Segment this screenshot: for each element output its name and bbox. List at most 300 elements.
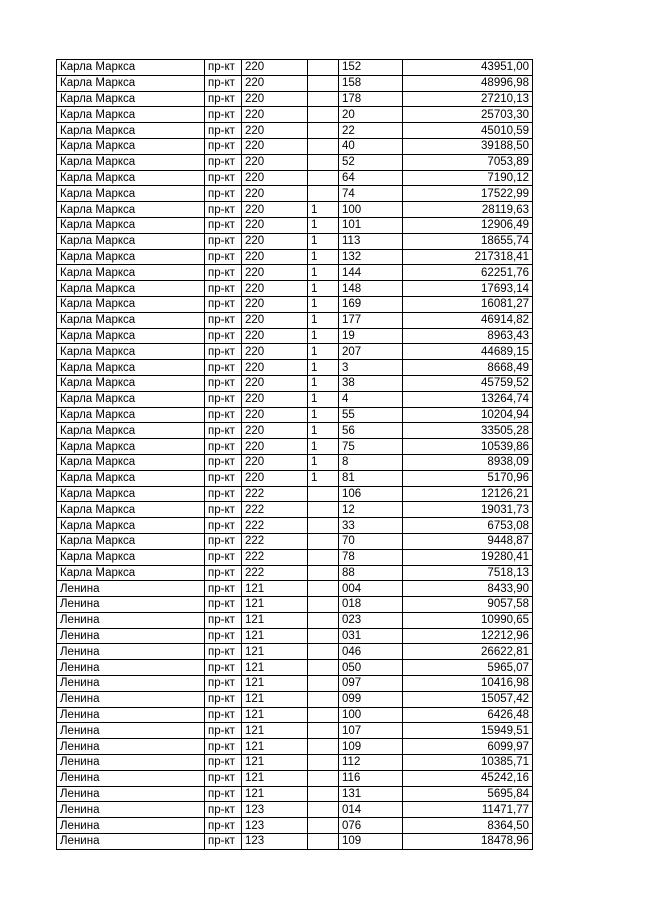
house-cell: 220 <box>242 470 308 486</box>
table-row <box>57 739 533 755</box>
table-row <box>57 407 533 423</box>
apartment-cell: 100 <box>339 202 403 218</box>
apartment-cell: 75 <box>339 439 403 455</box>
street-cell: Ленина <box>57 786 205 802</box>
table-row <box>57 75 533 91</box>
table-row <box>57 470 533 486</box>
house-cell: 121 <box>242 612 308 628</box>
amount-cell: 28119,63 <box>403 202 533 218</box>
street-type-cell: пр-кт <box>205 75 242 91</box>
amount-cell: 7053,89 <box>403 154 533 170</box>
street-type-cell: пр-кт <box>205 597 242 613</box>
house-cell: 220 <box>242 312 308 328</box>
amount-cell: 8938,09 <box>403 454 533 470</box>
table-row <box>57 454 533 470</box>
amount-cell: 5170,96 <box>403 470 533 486</box>
street-cell: Карла Маркса <box>57 486 205 502</box>
table-row <box>57 834 533 850</box>
amount-cell: 19280,41 <box>403 549 533 565</box>
street-type-cell: пр-кт <box>205 818 242 834</box>
street-type-cell: пр-кт <box>205 138 242 154</box>
apartment-cell: 014 <box>339 802 403 818</box>
table-row <box>57 154 533 170</box>
house-cell: 220 <box>242 233 308 249</box>
house-cell: 222 <box>242 502 308 518</box>
house-cell: 121 <box>242 644 308 660</box>
street-type-cell: пр-кт <box>205 439 242 455</box>
street-cell: Ленина <box>57 802 205 818</box>
house-cell: 222 <box>242 533 308 549</box>
house-cell: 220 <box>242 265 308 281</box>
house-cell: 220 <box>242 75 308 91</box>
table-row <box>57 628 533 644</box>
street-cell: Карла Маркса <box>57 217 205 233</box>
apartment-cell: 106 <box>339 486 403 502</box>
house-cell: 220 <box>242 391 308 407</box>
corpus-cell <box>308 755 339 771</box>
apartment-cell: 109 <box>339 739 403 755</box>
apartment-cell: 004 <box>339 581 403 597</box>
street-cell: Карла Маркса <box>57 170 205 186</box>
house-cell: 220 <box>242 91 308 107</box>
table-row <box>57 786 533 802</box>
amount-cell: 6753,08 <box>403 518 533 534</box>
table-row <box>57 344 533 360</box>
apartment-cell: 132 <box>339 249 403 265</box>
street-type-cell: пр-кт <box>205 154 242 170</box>
table-row <box>57 723 533 739</box>
corpus-cell: 1 <box>308 217 339 233</box>
apartment-cell: 099 <box>339 691 403 707</box>
corpus-cell: 1 <box>308 202 339 218</box>
apartment-cell: 152 <box>339 60 403 76</box>
street-type-cell: пр-кт <box>205 533 242 549</box>
amount-cell: 18655,74 <box>403 233 533 249</box>
amount-cell: 8963,43 <box>403 328 533 344</box>
house-cell: 220 <box>242 344 308 360</box>
street-cell: Карла Маркса <box>57 138 205 154</box>
house-cell: 220 <box>242 123 308 139</box>
apartment-cell: 046 <box>339 644 403 660</box>
corpus-cell: 1 <box>308 360 339 376</box>
house-cell: 220 <box>242 170 308 186</box>
house-cell: 123 <box>242 802 308 818</box>
street-type-cell: пр-кт <box>205 502 242 518</box>
house-cell: 121 <box>242 676 308 692</box>
street-type-cell: пр-кт <box>205 486 242 502</box>
amount-cell: 45759,52 <box>403 375 533 391</box>
table-row <box>57 138 533 154</box>
corpus-cell <box>308 597 339 613</box>
table-row <box>57 802 533 818</box>
corpus-cell: 1 <box>308 249 339 265</box>
amount-cell: 217318,41 <box>403 249 533 265</box>
amount-cell: 25703,30 <box>403 107 533 123</box>
corpus-cell: 1 <box>308 312 339 328</box>
table-row <box>57 755 533 771</box>
table-row <box>57 91 533 107</box>
street-type-cell: пр-кт <box>205 676 242 692</box>
corpus-cell: 1 <box>308 265 339 281</box>
street-type-cell: пр-кт <box>205 265 242 281</box>
street-cell: Ленина <box>57 834 205 850</box>
street-type-cell: пр-кт <box>205 581 242 597</box>
corpus-cell <box>308 75 339 91</box>
street-type-cell: пр-кт <box>205 549 242 565</box>
amount-cell: 45242,16 <box>403 770 533 786</box>
street-type-cell: пр-кт <box>205 60 242 76</box>
house-cell: 121 <box>242 581 308 597</box>
corpus-cell <box>308 107 339 123</box>
house-cell: 123 <box>242 818 308 834</box>
amount-cell: 11471,77 <box>403 802 533 818</box>
house-cell: 220 <box>242 407 308 423</box>
amount-cell: 15949,51 <box>403 723 533 739</box>
street-cell: Карла Маркса <box>57 518 205 534</box>
street-type-cell: пр-кт <box>205 707 242 723</box>
street-cell: Карла Маркса <box>57 281 205 297</box>
corpus-cell <box>308 170 339 186</box>
street-cell: Карла Маркса <box>57 454 205 470</box>
amount-cell: 15057,42 <box>403 691 533 707</box>
apartment-cell: 88 <box>339 565 403 581</box>
street-cell: Карла Маркса <box>57 60 205 76</box>
amount-cell: 12212,96 <box>403 628 533 644</box>
amount-cell: 8668,49 <box>403 360 533 376</box>
table-row <box>57 123 533 139</box>
street-cell: Карла Маркса <box>57 470 205 486</box>
street-type-cell: пр-кт <box>205 202 242 218</box>
amount-cell: 7518,13 <box>403 565 533 581</box>
apartment-cell: 20 <box>339 107 403 123</box>
corpus-cell <box>308 186 339 202</box>
apartment-cell: 131 <box>339 786 403 802</box>
street-type-cell: пр-кт <box>205 723 242 739</box>
amount-cell: 10204,94 <box>403 407 533 423</box>
street-cell: Ленина <box>57 755 205 771</box>
corpus-cell <box>308 707 339 723</box>
street-cell: Карла Маркса <box>57 407 205 423</box>
corpus-cell <box>308 549 339 565</box>
street-type-cell: пр-кт <box>205 691 242 707</box>
table-row <box>57 518 533 534</box>
apartment-cell: 3 <box>339 360 403 376</box>
table-row <box>57 360 533 376</box>
street-type-cell: пр-кт <box>205 217 242 233</box>
street-type-cell: пр-кт <box>205 628 242 644</box>
street-type-cell: пр-кт <box>205 91 242 107</box>
corpus-cell <box>308 581 339 597</box>
house-cell: 220 <box>242 249 308 265</box>
corpus-cell <box>308 802 339 818</box>
amount-cell: 19031,73 <box>403 502 533 518</box>
amount-cell: 27210,13 <box>403 91 533 107</box>
apartment-cell: 178 <box>339 91 403 107</box>
house-cell: 220 <box>242 154 308 170</box>
street-cell: Карла Маркса <box>57 565 205 581</box>
street-cell: Ленина <box>57 707 205 723</box>
apartment-cell: 207 <box>339 344 403 360</box>
amount-cell: 8364,50 <box>403 818 533 834</box>
table-row <box>57 691 533 707</box>
amount-cell: 13264,74 <box>403 391 533 407</box>
corpus-cell <box>308 723 339 739</box>
amount-cell: 16081,27 <box>403 296 533 312</box>
house-cell: 121 <box>242 660 308 676</box>
house-cell: 220 <box>242 60 308 76</box>
street-cell: Карла Маркса <box>57 533 205 549</box>
street-type-cell: пр-кт <box>205 249 242 265</box>
street-cell: Карла Маркса <box>57 360 205 376</box>
apartment-cell: 70 <box>339 533 403 549</box>
debt-table-body <box>57 60 533 850</box>
apartment-cell: 22 <box>339 123 403 139</box>
street-type-cell: пр-кт <box>205 360 242 376</box>
house-cell: 121 <box>242 739 308 755</box>
amount-cell: 10385,71 <box>403 755 533 771</box>
house-cell: 222 <box>242 565 308 581</box>
street-cell: Ленина <box>57 597 205 613</box>
street-cell: Ленина <box>57 770 205 786</box>
house-cell: 220 <box>242 423 308 439</box>
corpus-cell: 1 <box>308 344 339 360</box>
table-row <box>57 281 533 297</box>
table-row <box>57 533 533 549</box>
amount-cell: 39188,50 <box>403 138 533 154</box>
apartment-cell: 116 <box>339 770 403 786</box>
street-cell: Карла Маркса <box>57 375 205 391</box>
street-type-cell: пр-кт <box>205 233 242 249</box>
table-row <box>57 486 533 502</box>
apartment-cell: 076 <box>339 818 403 834</box>
street-type-cell: пр-кт <box>205 770 242 786</box>
apartment-cell: 56 <box>339 423 403 439</box>
apartment-cell: 148 <box>339 281 403 297</box>
street-cell: Ленина <box>57 612 205 628</box>
corpus-cell <box>308 676 339 692</box>
house-cell: 222 <box>242 486 308 502</box>
corpus-cell <box>308 628 339 644</box>
street-type-cell: пр-кт <box>205 739 242 755</box>
street-cell: Карла Маркса <box>57 249 205 265</box>
street-type-cell: пр-кт <box>205 518 242 534</box>
table-row <box>57 770 533 786</box>
street-cell: Ленина <box>57 723 205 739</box>
amount-cell: 26622,81 <box>403 644 533 660</box>
street-type-cell: пр-кт <box>205 644 242 660</box>
street-cell: Карла Маркса <box>57 233 205 249</box>
apartment-cell: 023 <box>339 612 403 628</box>
house-cell: 220 <box>242 360 308 376</box>
corpus-cell <box>308 533 339 549</box>
corpus-cell <box>308 786 339 802</box>
apartment-cell: 018 <box>339 597 403 613</box>
table-row <box>57 186 533 202</box>
table-row <box>57 423 533 439</box>
street-cell: Ленина <box>57 818 205 834</box>
table-row <box>57 660 533 676</box>
corpus-cell: 1 <box>308 407 339 423</box>
amount-cell: 5965,07 <box>403 660 533 676</box>
corpus-cell: 1 <box>308 391 339 407</box>
table-row <box>57 818 533 834</box>
apartment-cell: 158 <box>339 75 403 91</box>
apartment-cell: 81 <box>339 470 403 486</box>
house-cell: 220 <box>242 138 308 154</box>
corpus-cell: 1 <box>308 296 339 312</box>
street-cell: Карла Маркса <box>57 502 205 518</box>
corpus-cell <box>308 691 339 707</box>
house-cell: 121 <box>242 691 308 707</box>
table-row <box>57 549 533 565</box>
apartment-cell: 8 <box>339 454 403 470</box>
street-cell: Карла Маркса <box>57 91 205 107</box>
apartment-cell: 113 <box>339 233 403 249</box>
street-cell: Карла Маркса <box>57 123 205 139</box>
corpus-cell: 1 <box>308 328 339 344</box>
street-cell: Ленина <box>57 660 205 676</box>
house-cell: 220 <box>242 328 308 344</box>
house-cell: 121 <box>242 755 308 771</box>
amount-cell: 12906,49 <box>403 217 533 233</box>
debt-table <box>56 59 533 850</box>
street-type-cell: пр-кт <box>205 802 242 818</box>
corpus-cell <box>308 644 339 660</box>
amount-cell: 10990,65 <box>403 612 533 628</box>
apartment-cell: 169 <box>339 296 403 312</box>
corpus-cell <box>308 486 339 502</box>
table-row <box>57 612 533 628</box>
street-cell: Карла Маркса <box>57 344 205 360</box>
street-type-cell: пр-кт <box>205 328 242 344</box>
amount-cell: 12126,21 <box>403 486 533 502</box>
table-row <box>57 565 533 581</box>
house-cell: 220 <box>242 375 308 391</box>
apartment-cell: 4 <box>339 391 403 407</box>
house-cell: 121 <box>242 770 308 786</box>
street-cell: Ленина <box>57 581 205 597</box>
street-type-cell: пр-кт <box>205 660 242 676</box>
apartment-cell: 031 <box>339 628 403 644</box>
corpus-cell <box>308 770 339 786</box>
amount-cell: 33505,28 <box>403 423 533 439</box>
corpus-cell: 1 <box>308 470 339 486</box>
house-cell: 222 <box>242 549 308 565</box>
street-type-cell: пр-кт <box>205 186 242 202</box>
street-type-cell: пр-кт <box>205 281 242 297</box>
street-cell: Ленина <box>57 644 205 660</box>
amount-cell: 9448,87 <box>403 533 533 549</box>
house-cell: 220 <box>242 217 308 233</box>
amount-cell: 62251,76 <box>403 265 533 281</box>
corpus-cell: 1 <box>308 423 339 439</box>
house-cell: 220 <box>242 281 308 297</box>
house-cell: 121 <box>242 707 308 723</box>
house-cell: 121 <box>242 723 308 739</box>
corpus-cell <box>308 123 339 139</box>
corpus-cell <box>308 91 339 107</box>
amount-cell: 9057,58 <box>403 597 533 613</box>
table-row <box>57 312 533 328</box>
amount-cell: 48996,98 <box>403 75 533 91</box>
corpus-cell <box>308 60 339 76</box>
house-cell: 123 <box>242 834 308 850</box>
corpus-cell: 1 <box>308 281 339 297</box>
street-type-cell: пр-кт <box>205 612 242 628</box>
apartment-cell: 40 <box>339 138 403 154</box>
street-cell: Карла Маркса <box>57 107 205 123</box>
street-type-cell: пр-кт <box>205 170 242 186</box>
apartment-cell: 112 <box>339 755 403 771</box>
corpus-cell: 1 <box>308 454 339 470</box>
street-cell: Ленина <box>57 739 205 755</box>
amount-cell: 43951,00 <box>403 60 533 76</box>
apartment-cell: 101 <box>339 217 403 233</box>
table-row <box>57 676 533 692</box>
house-cell: 222 <box>242 518 308 534</box>
apartment-cell: 78 <box>339 549 403 565</box>
house-cell: 121 <box>242 628 308 644</box>
street-cell: Карла Маркса <box>57 439 205 455</box>
street-cell: Карла Маркса <box>57 423 205 439</box>
amount-cell: 7190,12 <box>403 170 533 186</box>
amount-cell: 6099,97 <box>403 739 533 755</box>
amount-cell: 8433,90 <box>403 581 533 597</box>
table-row <box>57 233 533 249</box>
amount-cell: 17693,14 <box>403 281 533 297</box>
corpus-cell <box>308 154 339 170</box>
street-cell: Карла Маркса <box>57 549 205 565</box>
corpus-cell <box>308 660 339 676</box>
apartment-cell: 12 <box>339 502 403 518</box>
house-cell: 220 <box>242 296 308 312</box>
amount-cell: 46914,82 <box>403 312 533 328</box>
table-row <box>57 296 533 312</box>
table-row <box>57 644 533 660</box>
house-cell: 121 <box>242 597 308 613</box>
corpus-cell: 1 <box>308 439 339 455</box>
street-cell: Карла Маркса <box>57 186 205 202</box>
street-type-cell: пр-кт <box>205 834 242 850</box>
street-type-cell: пр-кт <box>205 454 242 470</box>
apartment-cell: 19 <box>339 328 403 344</box>
apartment-cell: 74 <box>339 186 403 202</box>
amount-cell: 17522,99 <box>403 186 533 202</box>
street-cell: Ленина <box>57 628 205 644</box>
apartment-cell: 097 <box>339 676 403 692</box>
corpus-cell <box>308 818 339 834</box>
apartment-cell: 100 <box>339 707 403 723</box>
street-cell: Карла Маркса <box>57 154 205 170</box>
apartment-cell: 52 <box>339 154 403 170</box>
street-type-cell: пр-кт <box>205 312 242 328</box>
table-row <box>57 597 533 613</box>
apartment-cell: 177 <box>339 312 403 328</box>
street-cell: Карла Маркса <box>57 202 205 218</box>
table-row <box>57 502 533 518</box>
house-cell: 220 <box>242 107 308 123</box>
amount-cell: 18478,96 <box>403 834 533 850</box>
street-cell: Карла Маркса <box>57 75 205 91</box>
amount-cell: 10539,86 <box>403 439 533 455</box>
corpus-cell: 1 <box>308 375 339 391</box>
street-cell: Карла Маркса <box>57 391 205 407</box>
corpus-cell <box>308 138 339 154</box>
table-row <box>57 60 533 76</box>
corpus-cell <box>308 502 339 518</box>
apartment-cell: 64 <box>339 170 403 186</box>
apartment-cell: 109 <box>339 834 403 850</box>
